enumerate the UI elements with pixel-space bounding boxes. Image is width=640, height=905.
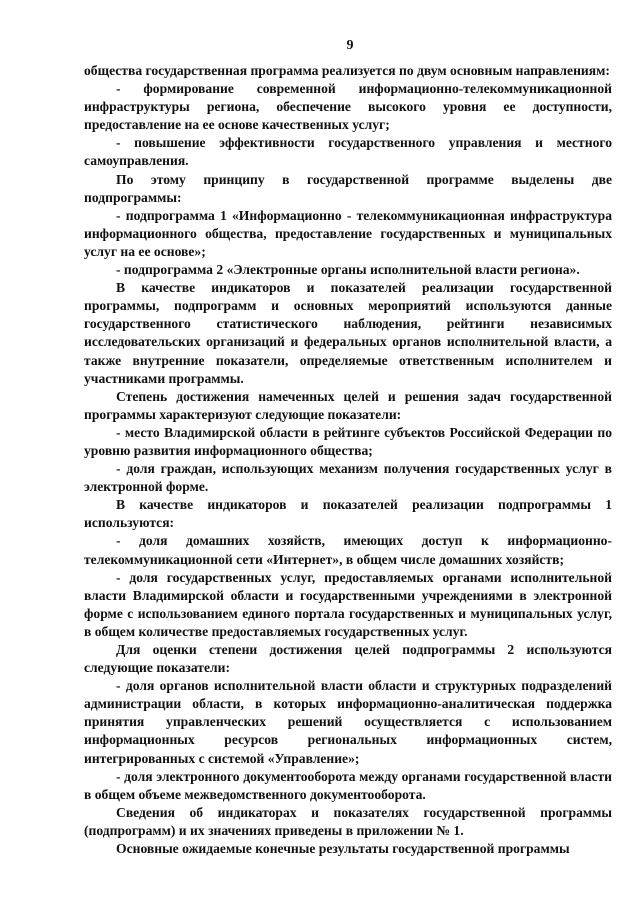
paragraph: - доля граждан, использующих механизм получения государственных услуг в электронной форме.	[84, 461, 612, 495]
paragraph: Для оценки степени достижения целей подпрограммы 2 используются следующие показатели:	[84, 642, 612, 676]
paragraph: - доля органов исполнительной власти области и структурных подразделений администрации области, в которых информационно-аналитическая поддержка принятия управленческих решений осуществляется с использованием информационных ресурсов региональных информационных систем, интегрированных с системой «Управление»;	[84, 678, 612, 766]
paragraph: - подпрограмма 2 «Электронные органы исполнительной власти региона».	[116, 262, 580, 278]
paragraph: - повышение эффективности государственного управления и местного самоуправления.	[84, 135, 612, 169]
paragraph: - доля государственных услуг, предоставляемых органами исполнительной власти Владимирской области и государственными учреждениями в электронной форме с использованием единого портала государственных и муниципальных услуг, в общем количестве предоставляемых государственных услуг.	[84, 569, 612, 639]
paragraph: - формирование современной информационно-телекоммуникационной инфраструктуры региона, обеспечение высокого уровня ее доступности, предоставление на ее основе качественных услуг;	[84, 81, 612, 133]
paragraph: - доля домашних хозяйств, имеющих доступ к информационно-телекоммуникационной сети «Интернет», в общем числе домашних хозяйств;	[84, 533, 612, 567]
paragraph: Степень достижения намеченных целей и решения задач государственной программы характеризуют следующие показатели:	[84, 388, 612, 422]
paragraph: По этому принципу в государственной программе выделены две подпрограммы:	[84, 171, 612, 205]
paragraph: В качестве индикаторов и показателей реализации подпрограммы 1 используются:	[84, 497, 612, 531]
paragraph: - доля электронного документооборота между органами государственной власти в общем объеме межведомственного документооборота.	[84, 768, 612, 802]
paragraph: общества государственная программа реализуется по двум основным направлениям:	[84, 63, 610, 78]
paragraph: Сведения об индикаторах и показателях государственной программы (подпрограмм) и их значениях приведены в приложении № 1.	[84, 804, 612, 838]
paragraph: - подпрограмма 1 «Информационно - телекоммуникационная инфраструктура информационного общества, предоставление государственных и муниципальных услуг на ее основе»;	[84, 207, 612, 259]
paragraph: Основные ожидаемые конечные результаты государственной программы	[116, 841, 570, 857]
paragraph: В качестве индикаторов и показателей реализации государственной программы, подпрограмм и основных мероприятий используются данные государственного статистического наблюдения, рейтинги независимых исследовательских организаций и федеральных органов исполнительной власти, а также внутренние показатели, определяемые ответственным исполнителем и участниками программы.	[84, 280, 612, 386]
paragraph: - место Владимирской области в рейтинге субъектов Российской Федерации по уровню развития информационного общества;	[84, 424, 612, 458]
page-number: 9	[346, 38, 354, 53]
body-text	[84, 62, 612, 858]
